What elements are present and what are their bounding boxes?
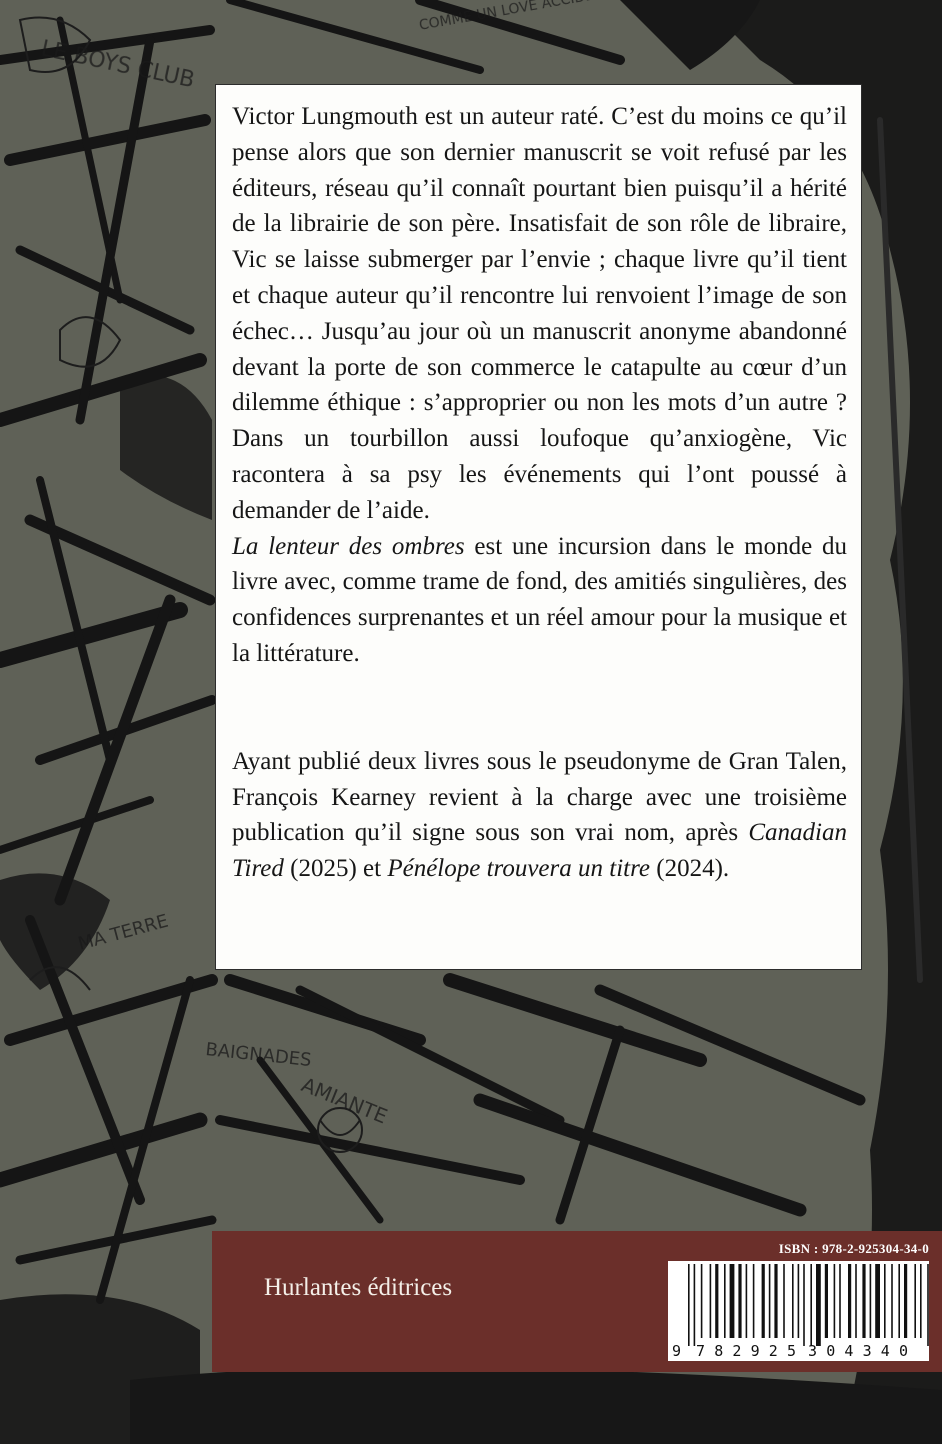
publisher-bar: [212, 1231, 942, 1372]
barcode-bar: [839, 1264, 841, 1338]
barcode-bar: [920, 1264, 922, 1338]
barcode-bar: [884, 1264, 886, 1338]
barcode-bar: [715, 1264, 718, 1338]
previous-book-1: Canadian Tired: [232, 819, 847, 883]
author-bio-intro: Ayant publié deux livres sous le pseudonyme de Gran Talen, François Kearney revient à la charge avec une troisième publication qu’il signe sous son vrai nom, après: [232, 747, 847, 847]
art-text-amiante: AMIANTE: [298, 1072, 391, 1129]
art-text-ma-terre: MA TERRE: [75, 910, 171, 955]
book-title: La lenteur des ombres: [232, 532, 465, 560]
barcode-digit-first: 9: [672, 1342, 682, 1360]
barcode-digits-right: 304340: [808, 1342, 908, 1360]
isbn-label: ISBN : 978-2-925304-34-0: [778, 1241, 929, 1256]
barcode-bar: [688, 1264, 690, 1346]
barcode-bar: [914, 1264, 916, 1338]
barcode-bar: [724, 1264, 726, 1338]
blurb-paragraph-2: [232, 529, 847, 672]
barcode-bar: [898, 1264, 900, 1338]
barcode-bar: [730, 1264, 735, 1338]
barcode-bar: [694, 1264, 696, 1346]
art-text-boys-club: LE BOYS CLUB: [38, 36, 197, 94]
barcode-bar: [834, 1264, 836, 1338]
back-cover-text-panel: [215, 84, 862, 970]
barcode-bar: [862, 1264, 865, 1338]
barcode-bar: [753, 1264, 755, 1338]
author-bio-end: (2024).: [650, 855, 730, 883]
barcode-bar: [825, 1264, 828, 1338]
publisher-name: Hurlantes éditrices: [264, 1274, 453, 1301]
barcode-bar: [904, 1264, 907, 1338]
author-bio-mid: (2025) et: [283, 855, 388, 883]
barcode-bar: [855, 1264, 857, 1338]
barcode-bar: [701, 1264, 703, 1338]
art-text-baignades: BAIGNADES: [204, 1039, 313, 1072]
author-bio: [232, 744, 847, 887]
barcode-bar: [810, 1264, 812, 1346]
barcode-bar: [848, 1264, 851, 1338]
isbn-barcode: [668, 1261, 929, 1361]
barcode-bar: [927, 1264, 929, 1346]
barcode-bar: [891, 1264, 893, 1338]
text-panel-content: [232, 99, 847, 887]
barcode-digits-left: 782925: [696, 1342, 796, 1360]
barcode-bar: [792, 1264, 794, 1338]
barcode-bar: [762, 1264, 765, 1338]
spacer: [232, 672, 847, 744]
barcode-bar: [875, 1264, 880, 1338]
barcode-bar: [710, 1264, 712, 1338]
previous-book-2: Pénélope trouvera un titre: [387, 855, 650, 883]
barcode-bar: [870, 1264, 872, 1338]
barcode-bar: [774, 1264, 777, 1338]
barcode-bar: [738, 1264, 741, 1338]
blurb-paragraph: Victor Lungmouth est un auteur raté. C’est du moins ce qu’il pense alors que son dernier manuscrit se voit refusé par les éditeurs, réseau qu’il connaît pourtant bien puisqu’il a hérité de la librairie de son père. Insatisfait de son rôle de libraire, Vic se laisse submerger par l’envie ; chaque livre qu’il tient et chaque auteur qu’il rencontre lui renvoient l’image de son échec… Jusqu’au jour où un manuscrit anonyme abandonné devant la porte de son commerce le catapulte au cœur d’un dilemme éthique : s’approprier ou non les mots d’un autre ? Dans un tourbillon aussi loufoque qu’anxiogène, Vic racontera à sa psy les événements qui l’ont poussé à demander de l’aide.: [232, 103, 847, 524]
barcode-bar: [783, 1264, 785, 1338]
barcode-bar: [803, 1264, 805, 1346]
barcode-bar: [746, 1264, 748, 1338]
barcode-bar: [798, 1264, 800, 1338]
blurb-paragraph-2-text: est une incursion dans le monde du livre avec, comme trame de fond, des amitiés singulières, des confidences surprenantes et un réel amour pour la musique et la littérature.: [232, 532, 847, 667]
barcode-bar: [816, 1264, 821, 1346]
barcode-bar: [769, 1264, 771, 1338]
barcode-bars: [668, 1261, 929, 1361]
